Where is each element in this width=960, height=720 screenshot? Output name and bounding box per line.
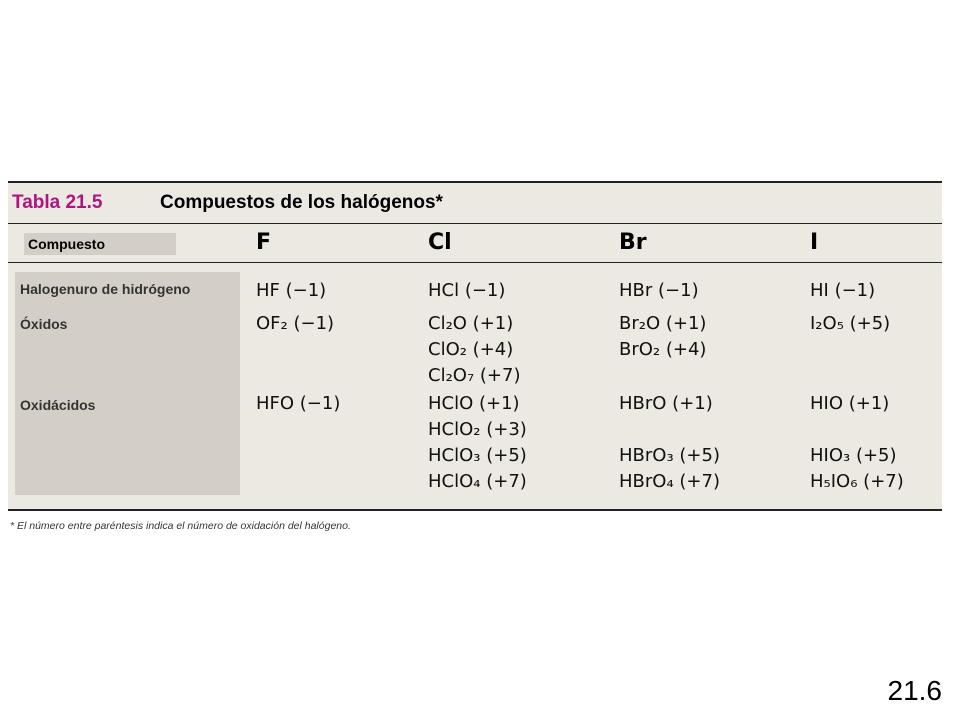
cell-oxidacidos-i: HIO (+1) HIO₃ (+5) H₅IO₆ (+7) [810, 393, 904, 492]
cell-oxidos-cl: Cl₂O (+1) ClO₂ (+4) Cl₂O₇ (+7) [428, 313, 521, 386]
cell-halogenuro-br: HBr (−1) [619, 280, 699, 301]
cell-oxidos-br: Br₂O (+1) BrO₂ (+4) [619, 313, 707, 360]
column-header-br: Br [619, 230, 647, 255]
column-header-f: F [256, 230, 272, 255]
cell-oxidacidos-f: HFO (−1) [256, 393, 341, 414]
cell-oxidacidos-br: HBrO (+1) HBrO₃ (+5) HBrO₄ (+7) [619, 393, 720, 492]
row-label-halogenuro: Halogenuro de hidrógeno [20, 281, 191, 297]
table-title: Compuestos de los halógenos* [160, 192, 443, 213]
column-header-cl: Cl [428, 230, 452, 255]
row-label-oxidacidos: Oxidácidos [20, 397, 96, 413]
header-divider [8, 262, 942, 263]
cell-halogenuro-i: HI (−1) [810, 280, 876, 301]
table-footnote: * El número entre paréntesis indica el número de oxidación del halógeno. [10, 520, 351, 532]
caption-divider [8, 223, 942, 224]
row-label-oxidos: Óxidos [20, 316, 68, 332]
cell-halogenuro-f: HF (−1) [256, 280, 327, 301]
row-label-panel [15, 272, 240, 495]
column-header-i: I [810, 230, 819, 255]
column-header-compuesto: Compuesto [24, 233, 176, 255]
slide-number: 21.6 [887, 675, 942, 706]
cell-oxidos-i: I₂O₅ (+5) [810, 313, 891, 334]
table-number: Tabla 21.5 [12, 192, 103, 213]
cell-oxidos-f: OF₂ (−1) [256, 313, 335, 334]
cell-halogenuro-cl: HCl (−1) [428, 280, 506, 301]
cell-oxidacidos-cl: HClO (+1) HClO₂ (+3) HClO₃ (+5) HClO₄ (+7) [428, 393, 527, 492]
